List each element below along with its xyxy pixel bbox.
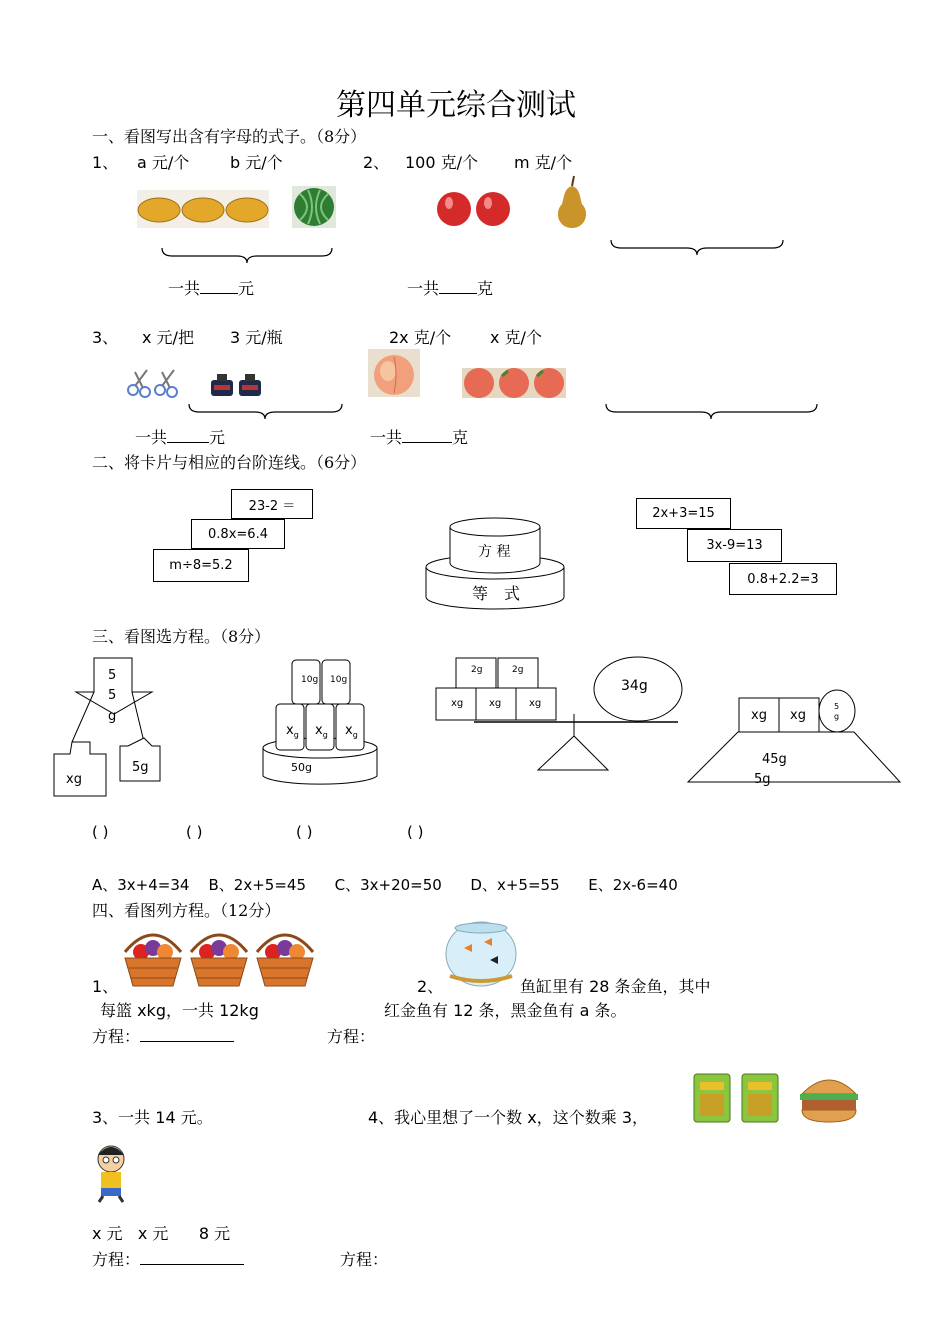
- apple-icon: [476, 192, 510, 226]
- snack-bags-icon: [692, 1072, 782, 1124]
- mango-icon: [226, 198, 268, 222]
- q4-4-equation: 方程：: [340, 1250, 389, 1269]
- q3-label-2x: 2x 克/个: [389, 328, 452, 347]
- q4-3-equation: 方程：: [92, 1247, 244, 1270]
- brace-q2: [611, 238, 783, 256]
- paren-fig4[interactable]: ( ): [407, 823, 424, 841]
- basket-icon: [257, 935, 313, 986]
- answer-blank[interactable]: [167, 442, 209, 443]
- basket-icon: [125, 935, 181, 986]
- paren-fig2[interactable]: ( ): [186, 823, 203, 841]
- figure-trapezoid: [686, 688, 904, 786]
- q2-number: 2、: [363, 153, 390, 172]
- equation-blank[interactable]: [140, 1264, 244, 1265]
- fish-tank-icon: [444, 920, 518, 988]
- q4-2-number: 2、: [417, 977, 444, 996]
- fig4-box-xg-a: xg: [751, 708, 767, 723]
- section1-heading: 一、看图写出含有字母的式子。（8分）: [92, 127, 367, 146]
- fig2-top-10g-b: 10g: [330, 675, 348, 685]
- q1-number: 1、: [92, 153, 119, 172]
- q3-label-3: 3 元/瓶: [230, 328, 283, 347]
- q2-label-100: 100 克/个: [405, 153, 479, 172]
- fig3-bottom-xg-c: xg: [529, 698, 542, 709]
- card-2x-plus-3[interactable]: 2x+3=15: [636, 498, 731, 529]
- fig2-mid-x2: $x_g$: [315, 723, 328, 740]
- q4-1-equation: 方程：: [92, 1024, 234, 1047]
- q1-total: 一共 元: [168, 279, 255, 298]
- q3-total-yuan: 一共 元: [135, 428, 226, 447]
- fig4-base-5g: 5g: [754, 772, 771, 787]
- fig4-small-5: 5: [834, 702, 840, 711]
- burger-icon: [798, 1070, 860, 1124]
- apple-images: [435, 185, 513, 229]
- fig2-mid-x3: $x_g$: [345, 723, 358, 740]
- q4-2-line1: 鱼缸里有 28 条金鱼，其中: [520, 977, 711, 996]
- pear-icon: [550, 174, 594, 230]
- fig4-box-xg-b: xg: [790, 708, 806, 723]
- mango-icon: [138, 198, 180, 222]
- ink-bottle-icon: [209, 372, 263, 398]
- brace-q1: [162, 246, 332, 264]
- card-0.8-plus-2.2[interactable]: 0.8+2.2=3: [729, 563, 837, 595]
- q2-total: 一共 克: [407, 279, 494, 298]
- answer-blank[interactable]: [200, 293, 238, 294]
- peach-icon: [499, 368, 529, 398]
- scissors-icon: [127, 368, 181, 398]
- mango-images: [137, 190, 269, 230]
- peaches-images: [462, 368, 566, 398]
- fig2-top-10g-a: 10g: [301, 675, 319, 685]
- fig1-top-5a: 5: [108, 668, 117, 683]
- card-23-2[interactable]: 23-2 ＝: [231, 489, 313, 519]
- q4-2-line2: 红金鱼有 12 条，黑金鱼有 a 条。: [384, 1001, 627, 1020]
- answer-blank[interactable]: [439, 293, 477, 294]
- peach-icon: [368, 349, 420, 397]
- q3-label-x: x 元/把: [142, 328, 194, 347]
- fig3-oval-34g: 34g: [621, 678, 648, 694]
- card-0.8x[interactable]: 0.8x=6.4: [191, 519, 285, 549]
- section2-heading: 二、将卡片与相应的台阶连线。（6分）: [92, 453, 367, 472]
- q3-number: 3、: [92, 328, 119, 347]
- mango-icon: [182, 198, 224, 222]
- card-3x-minus-9[interactable]: 3x-9=13: [687, 529, 782, 562]
- brace-q3a: [189, 402, 342, 420]
- q4-1-text: 每篮 xkg，一共 12kg: [100, 1001, 259, 1020]
- watermelon-icon: [292, 186, 336, 228]
- paren-fig1[interactable]: ( ): [92, 823, 109, 841]
- fig3-bottom-xg-a: xg: [451, 698, 464, 709]
- q2-label-m: m 克/个: [514, 153, 573, 172]
- apple-icon: [437, 192, 471, 226]
- section3-options: A、3x+4=34 B、2x+5=45 C、3x+20=50 D、x+5=55 E、2x-6=40: [92, 876, 678, 894]
- peach-icon: [534, 368, 564, 398]
- q1-label-a: a 元/个: [137, 153, 190, 172]
- page-title: 第四单元综合测试: [336, 88, 576, 123]
- card-m-div-8[interactable]: m÷8=5.2: [153, 549, 249, 582]
- section4-heading: 四、看图列方程。（12分）: [92, 901, 281, 920]
- q3-label-xg: x 克/个: [490, 328, 542, 347]
- paren-fig3[interactable]: ( ): [296, 823, 313, 841]
- fig4-small-g: g: [834, 712, 840, 721]
- fig4-base-45g: 45g: [762, 752, 787, 767]
- q4-1-number: 1、: [92, 977, 119, 996]
- answer-blank[interactable]: [402, 442, 452, 443]
- fig1-top-g: g: [108, 709, 117, 724]
- q4-2-equation: 方程：: [327, 1027, 376, 1046]
- q4-3-prices: x 元 x 元 8 元: [92, 1224, 231, 1243]
- equation-blank[interactable]: [140, 1041, 234, 1042]
- fig3-top-2g-b: 2g: [512, 665, 524, 675]
- boy-icon: [91, 1143, 131, 1203]
- fig3-top-2g-a: 2g: [471, 665, 483, 675]
- fig3-bottom-xg-b: xg: [489, 698, 502, 709]
- brace-q3b: [606, 402, 817, 420]
- q3-total-ke: 一共 克: [370, 428, 469, 447]
- peach-icon: [464, 368, 494, 398]
- fruit-baskets: [121, 922, 321, 990]
- q4-4-text: 4、我心里想了一个数 x，这个数乘 3，: [368, 1108, 649, 1127]
- fig1-right-5g: 5g: [132, 760, 149, 775]
- fig1-top-5b: 5: [108, 688, 117, 703]
- q4-3-text: 3、一共 14 元。: [92, 1108, 213, 1127]
- q1-label-b: b 元/个: [230, 153, 283, 172]
- section3-heading: 三、看图选方程。（8分）: [92, 627, 271, 646]
- fig2-base-50g: 50g: [291, 761, 312, 774]
- cake-top-label: 方 程: [478, 544, 511, 560]
- basket-icon: [191, 935, 247, 986]
- fig2-mid-x1: $x_g$: [286, 723, 299, 740]
- fig1-left-xg: xg: [66, 772, 82, 787]
- cake-bottom-label: 等 式: [472, 584, 521, 603]
